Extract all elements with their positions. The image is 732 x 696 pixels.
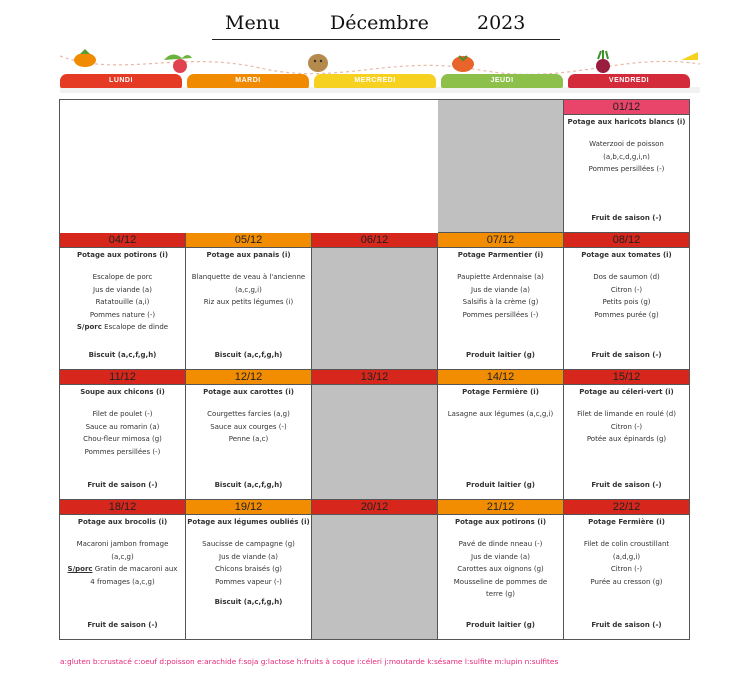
day-cell (564, 233, 690, 370)
dish-line: Chicons braisés (g) (215, 565, 282, 573)
dish-line: (a,c,g) (111, 552, 134, 561)
day-cell (60, 500, 186, 640)
dessert: Biscuit (a,c,f,g,h) (214, 481, 283, 489)
dessert: Produit laitier (g) (466, 621, 535, 629)
date-header: 14/12 (438, 370, 563, 385)
date-header: 13/12 (312, 370, 437, 385)
leafy-vegetable-icon (160, 50, 194, 74)
dish-list (75, 271, 170, 334)
dish-line: (a,d,g,i) (612, 552, 641, 561)
date-header: 01/12 (564, 100, 689, 115)
dessert: Fruit de saison (-) (591, 214, 662, 222)
dish-line: Lasagne aux légumes (a,c,g,i) (447, 410, 554, 418)
week-row (60, 500, 690, 640)
dish-line: Filet de colin croustillant (583, 540, 670, 548)
dish-line: Courgettes farcies (a,g) (207, 410, 290, 418)
soup-of-the-day: Potage Fermière (i) (588, 518, 665, 526)
dish-line: Carottes aux oignons (g) (457, 565, 544, 573)
day-cell (186, 500, 312, 640)
soup-of-the-day: Potage aux haricots blancs (i) (567, 118, 686, 126)
week-row (60, 233, 690, 370)
dish-line: Pommes nature (-) (89, 310, 156, 319)
menu-grid (59, 99, 690, 640)
dish-line: Potée aux épinards (g) (586, 435, 667, 443)
dish-line: Jus de viande (a) (219, 552, 278, 561)
dish-list (591, 271, 662, 321)
dish-line: Filet de limande en roulé (d) (577, 410, 676, 418)
beetroot-icon (592, 50, 614, 76)
day-cell (186, 370, 312, 500)
soup-of-the-day: Potage aux potirons (i) (76, 251, 169, 259)
dessert: Biscuit (a,c,f,g,h) (214, 351, 283, 359)
dish-list (190, 271, 307, 309)
pork-free-option (77, 321, 168, 334)
dish-line: Citron (-) (610, 285, 643, 294)
dish-list (452, 538, 550, 601)
dish-line: Petits pois (g) (602, 298, 651, 306)
date-header: 04/12 (60, 233, 185, 248)
closed-day-cell (312, 500, 438, 640)
date-header: 22/12 (564, 500, 689, 515)
pork-free-option (68, 563, 178, 576)
title-menu: Menu (225, 12, 281, 34)
dish-line: Riz aux petits légumes (i) (203, 298, 294, 306)
dessert: Produit laitier (g) (466, 351, 535, 359)
dessert: Produit laitier (g) (466, 481, 535, 489)
dish-line: Penne (a,c) (228, 435, 269, 443)
day-tab-mardi: MARDI (187, 74, 309, 88)
date-header: 05/12 (186, 233, 311, 248)
dish-line: Purée au cresson (g) (590, 577, 663, 586)
pork-free-label: S/porc (67, 565, 93, 573)
soup-of-the-day: Potage aux carottes (i) (203, 388, 294, 396)
soup-of-the-day: Potage aux potirons (i) (454, 518, 547, 526)
dish-line: Escalope de porc (92, 273, 153, 281)
dish-line: terre (g) (486, 590, 515, 598)
soup-of-the-day: Potage aux légumes oubliés (i) (187, 518, 310, 526)
date-header: 19/12 (186, 500, 311, 515)
dish-line: Jus de viande (a) (471, 285, 530, 294)
dessert: Fruit de saison (-) (591, 481, 662, 489)
date-header: 18/12 (60, 500, 185, 515)
closed-day-cell (312, 370, 438, 500)
date-header: 15/12 (564, 370, 689, 385)
date-header: 12/12 (186, 370, 311, 385)
day-cell (186, 233, 312, 370)
dish-line: Jus de viande (a) (471, 552, 530, 561)
dish-list (575, 408, 678, 446)
soup-of-the-day: Potage Fermière (i) (462, 388, 539, 396)
dish-line: Pommes persillées (-) (588, 165, 665, 173)
soup-of-the-day: Soupe aux chicons (i) (80, 388, 165, 396)
dish-list (200, 538, 297, 588)
pork-free-dish: Gratin de macaroni aux (94, 565, 178, 573)
title-year: 2023 (477, 12, 526, 34)
dish-line: Macaroni jambon fromage (76, 540, 169, 548)
day-tab-lundi: LUNDI (60, 74, 182, 88)
dish-line: Ratatouille (a,i) (95, 298, 150, 306)
day-cell (60, 370, 186, 500)
dish-line: Mousseline de pommes de (453, 577, 548, 586)
pork-free-dish-line2: 4 fromages (a,c,g) (90, 577, 155, 586)
title-underline (212, 39, 560, 40)
dish-line: Salsifis à la crème (g) (462, 298, 539, 306)
date-header: 21/12 (438, 500, 563, 515)
dish-line: Sauce aux courges (-) (210, 422, 287, 431)
title-month: Décembre (330, 12, 429, 34)
dish-list (81, 408, 164, 458)
empty-cell (186, 100, 312, 233)
week-row (60, 370, 690, 500)
dish-line: Saucisse de campagne (g) (202, 540, 295, 548)
dish-list (446, 408, 555, 421)
pork-free-label: S/porc (76, 323, 102, 331)
date-header: 07/12 (438, 233, 563, 248)
empty-cell (312, 100, 438, 233)
dish-line: (a,b,c,d,g,i,n) (603, 152, 650, 161)
day-cell (438, 370, 564, 500)
dish-line: Filet de poulet (-) (92, 410, 153, 418)
dish-line: Jus de viande (a) (93, 285, 152, 294)
weekday-banner (60, 48, 700, 94)
soup-of-the-day: Potage Parmentier (i) (457, 251, 544, 259)
closed-day-cell (312, 233, 438, 370)
allergen-legend: a:gluten b:crustacé c:oeuf d:poisson e:arachide f:soja g:lactose h:fruits à coque i:céleri j:moutarde k:sésame l:sulfite m:lupin n:sulfites (60, 657, 559, 666)
dessert: Fruit de saison (-) (591, 351, 662, 359)
dish-line: Pommes persillées (-) (462, 310, 539, 319)
dessert: Fruit de saison (-) (87, 621, 158, 629)
dish-list (205, 408, 292, 446)
day-tab-jeudi: JEUDI (441, 74, 563, 88)
dish-line: (a,c,g,i) (235, 285, 262, 294)
day-cell (564, 500, 690, 640)
dish-list (455, 271, 546, 321)
day-cell (438, 233, 564, 370)
dish-list (582, 538, 671, 588)
dessert: Fruit de saison (-) (591, 621, 662, 629)
day-cell (564, 100, 690, 233)
dish-line: Citron (-) (610, 565, 643, 573)
day-tab-vendredi: VENDREDI (568, 74, 690, 88)
dish-line: Pommes purée (g) (594, 310, 659, 319)
dish-line (589, 176, 665, 188)
day-tab-mercredi: MERCREDI (314, 74, 436, 88)
soup-of-the-day: Potage aux tomates (i) (581, 251, 672, 259)
date-header: 11/12 (60, 370, 185, 385)
week-row (60, 100, 690, 233)
soup-of-the-day: Potage aux brocolis (i) (77, 518, 168, 526)
dish-line: Chou-fleur mimosa (g) (83, 435, 162, 443)
carrot-icon (72, 48, 98, 68)
dessert: Biscuit (a,c,f,g,h) (214, 598, 283, 606)
soup-of-the-day: Potage aux panais (i) (206, 251, 291, 259)
dish-line: Pommes persillées (-) (84, 447, 161, 456)
dish-line: Sauce au romarin (a) (85, 422, 160, 431)
dish-list (66, 538, 180, 588)
dish-list (587, 138, 667, 188)
dessert: Fruit de saison (-) (87, 481, 158, 489)
menu-title (0, 12, 732, 40)
dish-line: Blanquette de veau à l'ancienne (191, 273, 306, 281)
empty-cell (60, 100, 186, 233)
dish-line: Citron (-) (610, 422, 643, 431)
closed-day-cell (438, 100, 564, 233)
tomato-icon (450, 52, 476, 72)
day-cell (438, 500, 564, 640)
day-cell (564, 370, 690, 500)
cheese-icon (680, 46, 700, 64)
pork-free-dish: Escalope de dinde (104, 323, 169, 331)
dish-line: Dos de saumon (d) (593, 273, 660, 281)
dish-line: Pavé de dinde nneau (-) (458, 540, 543, 548)
potato-icon (306, 50, 330, 74)
dish-line: Paupiette Ardennaise (a) (457, 273, 544, 281)
date-header: 06/12 (312, 233, 437, 248)
dish-line: Pommes vapeur (-) (215, 577, 282, 586)
date-header: 20/12 (312, 500, 437, 515)
dessert: Biscuit (a,c,f,g,h) (88, 351, 157, 359)
soup-of-the-day: Potage au céleri-vert (i) (579, 388, 674, 396)
date-header: 08/12 (564, 233, 689, 248)
dish-line: Waterzooi de poisson (589, 140, 664, 148)
day-cell (60, 233, 186, 370)
